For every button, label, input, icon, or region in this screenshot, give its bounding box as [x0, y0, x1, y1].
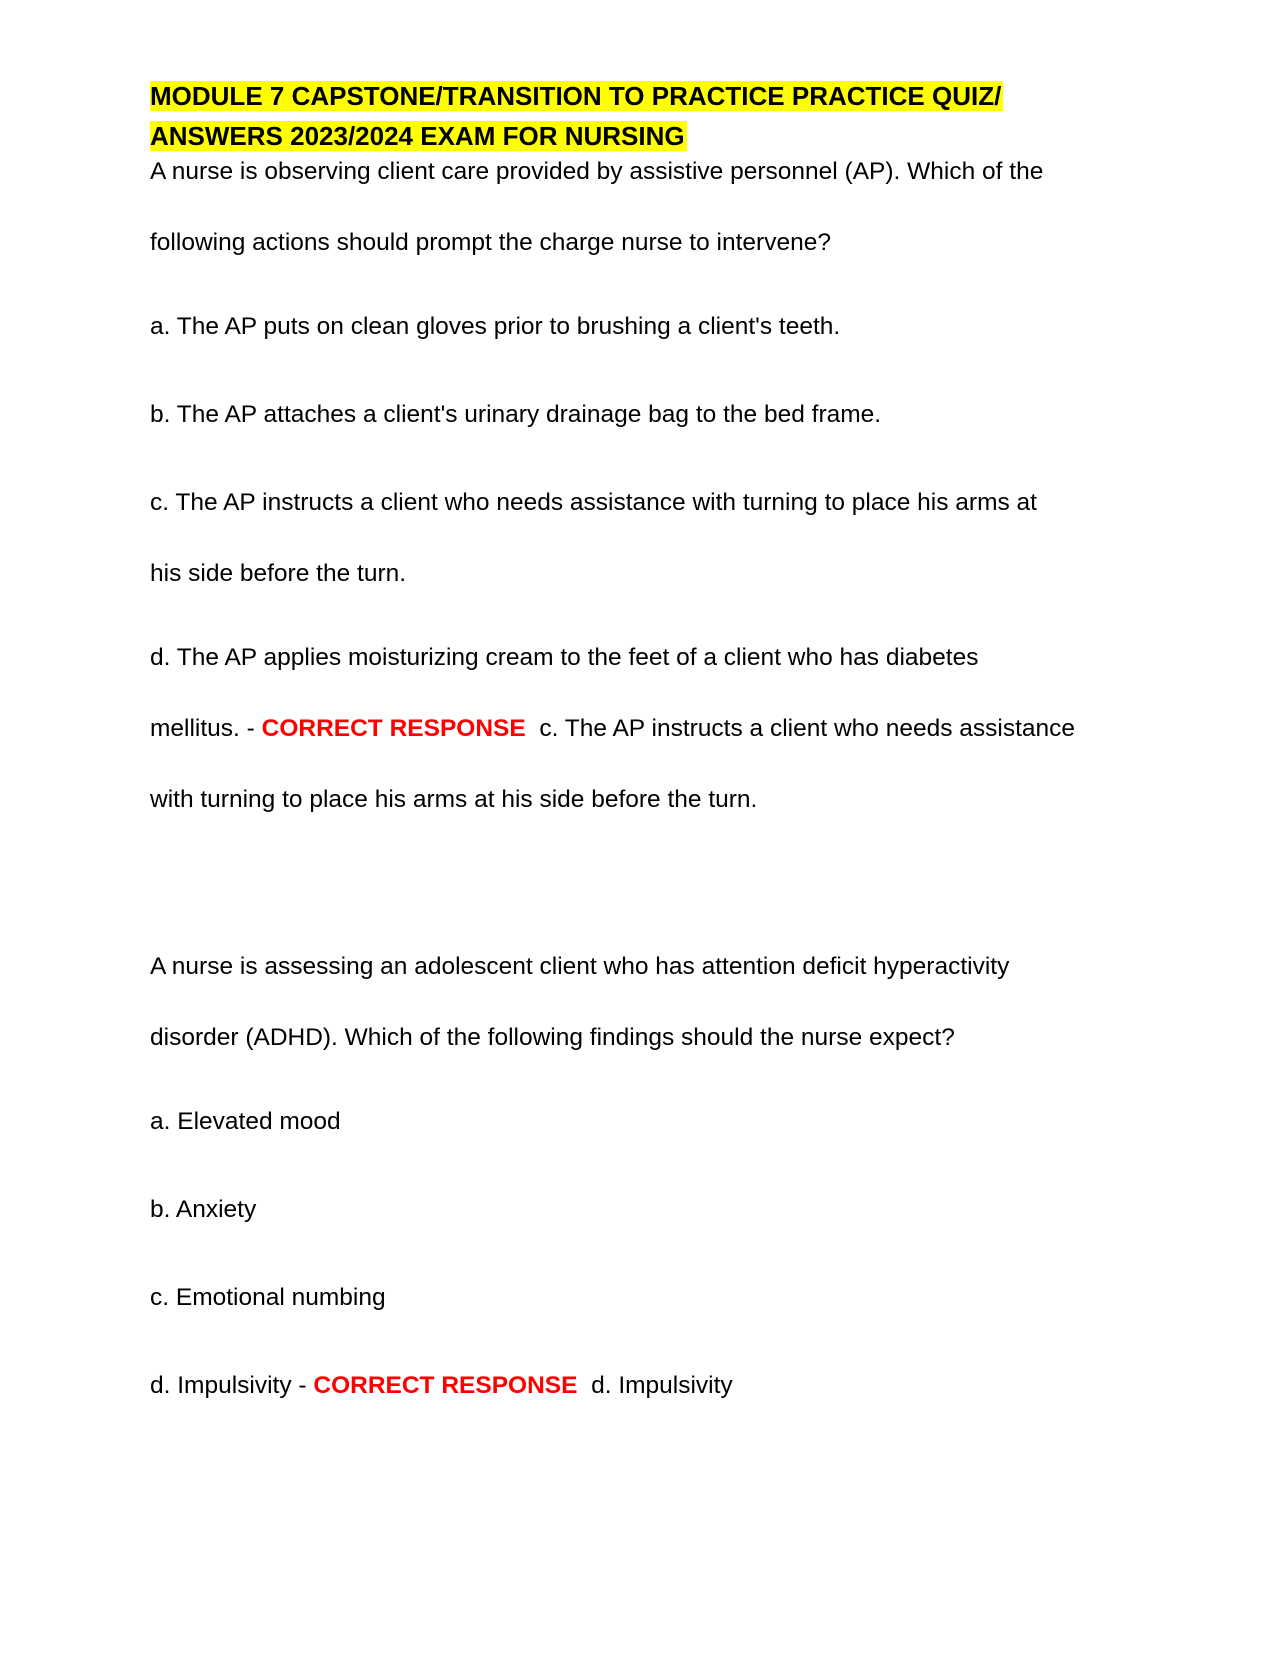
question-1-option-c-line-1: c. The AP instructs a client who needs assistance with turning to place his arms at: [150, 489, 1037, 516]
question-1-stem: [150, 156, 1130, 311]
question-2-option-b: b. Anxiety: [150, 1196, 257, 1223]
section-spacer: [150, 855, 1130, 951]
question-2-stem-line-1: A nurse is assessing an adolescent client who has attention deficit hyperactivity: [150, 953, 1010, 980]
question-1-option-c-line-2: his side before the turn.: [150, 560, 407, 587]
document-content: [150, 76, 1130, 1458]
question-1-option-b: b. The AP attaches a client's urinary drainage bag to the bed frame.: [150, 401, 882, 428]
question-1-option-d-line-1: d. The AP applies moisturizing cream to the feet of a client who has diabetes: [150, 644, 979, 671]
title-line-2: ANSWERS 2023/2024 EXAM FOR NURSING: [150, 121, 685, 151]
question-2-option-d: [150, 1370, 1130, 1458]
question-2-stem: [150, 951, 1130, 1106]
question-1-correct-label: CORRECT RESPONSE: [261, 715, 526, 742]
question-2: [150, 951, 1130, 1458]
question-2-option-a: a. Elevated mood: [150, 1108, 341, 1135]
question-2-stem-line-2: disorder (ADHD). Which of the following findings should the nurse expect?: [150, 1024, 955, 1051]
question-2-option-d-prefix: d. Impulsivity -: [150, 1372, 314, 1399]
question-1-option-d: [150, 642, 1130, 855]
question-1-answer-line-2: c. The AP instructs a client who needs assistance: [539, 715, 1076, 742]
question-1-option-a: a. The AP puts on clean gloves prior to brushing a client's teeth.: [150, 313, 841, 340]
question-1-answer-line-3: with turning to place his arms at his side before the turn.: [150, 786, 758, 813]
question-2-answer: d. Impulsivity: [591, 1372, 733, 1399]
question-1-option-c: [150, 487, 1130, 642]
title-line-1: MODULE 7 CAPSTONE/TRANSITION TO PRACTICE PRACTICE QUIZ/: [150, 81, 1002, 111]
question-1-option-d-line-2: mellitus. -: [150, 715, 262, 742]
question-1-stem-line-2: following actions should prompt the charge nurse to intervene?: [150, 229, 831, 256]
question-1-answer-line: [150, 713, 1130, 784]
question-1-stem-line-1: A nurse is observing client care provided by assistive personnel (AP). Which of the: [150, 158, 1044, 185]
question-2-correct-label: CORRECT RESPONSE: [313, 1372, 578, 1399]
question-2-option-c: c. Emotional numbing: [150, 1284, 386, 1311]
document-title: [150, 76, 1130, 156]
question-1: [150, 156, 1130, 855]
